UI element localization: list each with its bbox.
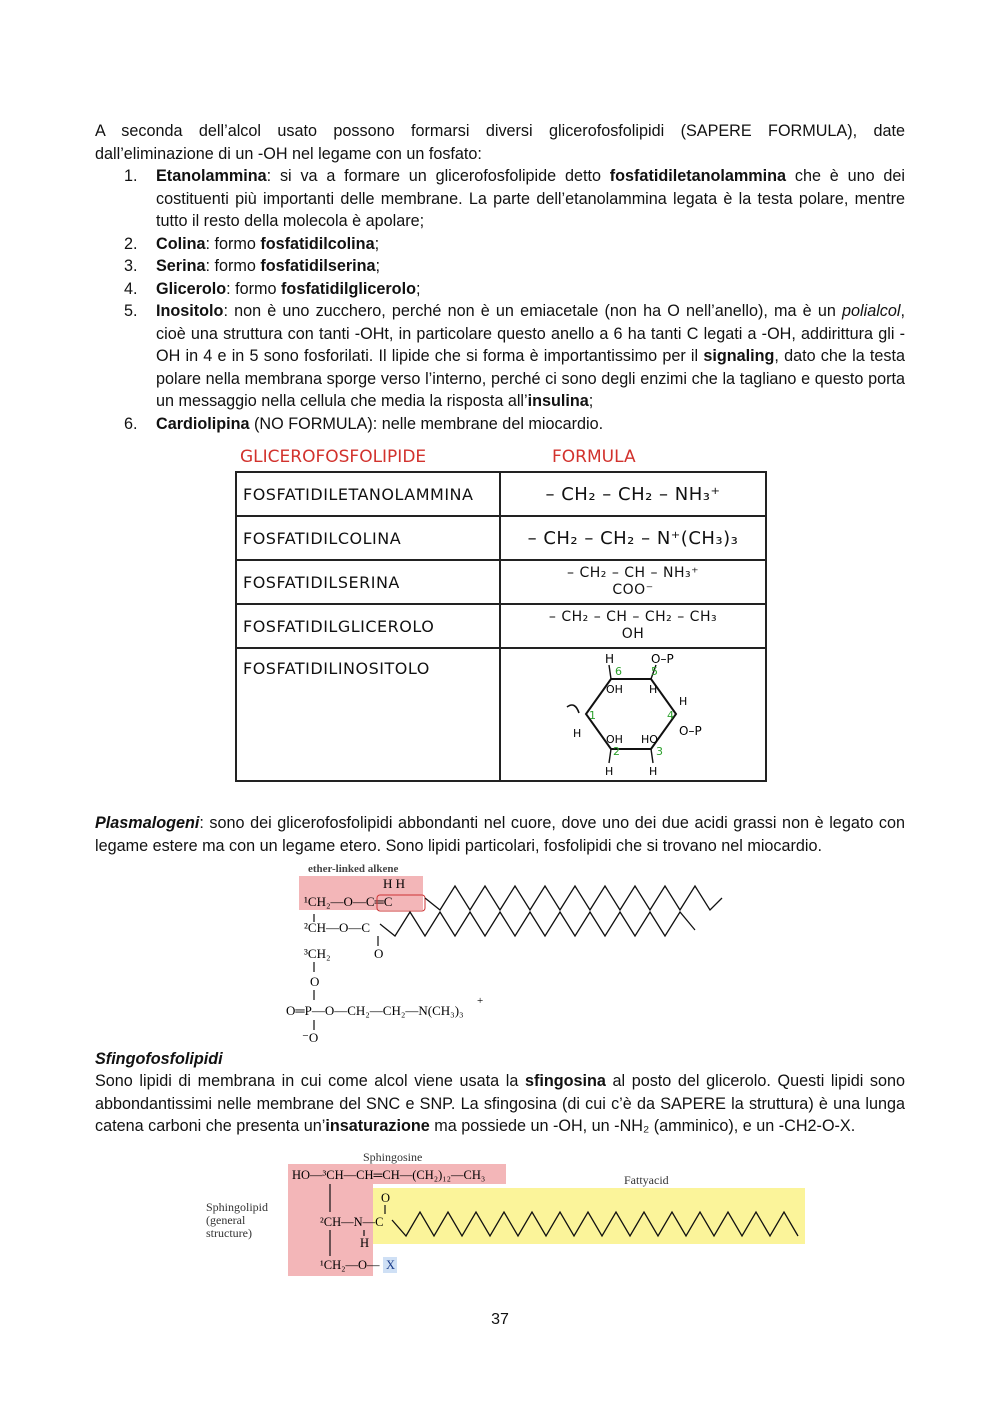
ether-linked-alkene-label: ether-linked alkene [308, 863, 399, 875]
svg-text:H: H [605, 765, 614, 778]
svg-text:H: H [605, 652, 615, 666]
svg-text:X: X [386, 1258, 396, 1272]
sphingo-paragraph: Sono lipidi di membrana in cui come alcol viene usata la sfingosina al posto del glicerolo. Questi lipidi sono abbondantissimi nelle membrane del SNC e SNP. La sfingosina (di cui c’è da SAPERE la struttura) è una lunga catena carboni che presenta un’insaturazione ma possiede un -OH, un -NH₂ (amminico), e un -CH2-O-X. [95, 1072, 906, 1135]
list-item: 5. Inositolo: non è uno zucchero, perché non è un emiacetale (non ha O nell’anello), ma è un polialcol, cioè una struttura con tanti -OHt, in particolare questo anello a 6 ha tanti C legati a -OH, addirittura gli -OH in 4 e in 5 sono fosforilati. Il lipide che si forma è importantissimo per il signaling, dato che la testa polare nella membrana sporge verso l’interno, perché ci sono degli enzimi che la tagliano e questo porta un messaggio nella cellula che media la risposta all’insulina; [124, 302, 905, 410]
list-item: 1. Etanolammina: si va a formare un glicerofosfolipide detto fosfatidiletanolammina che è uno dei costituenti più importanti delle membrane. La parte dell’etanolammina legata è la testa polare, mentre tutto il resto della molecola è apolare; [124, 167, 906, 230]
svg-text:O: O [310, 974, 320, 989]
svg-text:H: H [679, 695, 688, 708]
table-cell-name: FOSFATIDILETANOLAMMINA [236, 472, 500, 516]
svg-text:H: H [573, 727, 582, 740]
inositol-structure-cell [500, 648, 766, 781]
alcohol-list [95, 165, 905, 435]
list-item: 4. Glicerolo: formo fosfatidilglicerolo; [124, 279, 421, 298]
table-row [236, 516, 766, 560]
table-row [236, 648, 766, 781]
svg-text:O: O [381, 1191, 391, 1205]
table-cell-formula: – CH₂ – CH₂ – NH₃⁺ [500, 472, 766, 516]
svg-text:²CH—N—C: ²CH—N—C [320, 1215, 384, 1229]
table-row [236, 560, 766, 604]
svg-text:O–P: O–P [679, 724, 702, 738]
svg-text:H H: H H [383, 876, 406, 891]
svg-text:H: H [649, 765, 658, 778]
table-cell-name: FOSFATIDILCOLINA [236, 516, 500, 560]
sphingosine-label: Sphingosine [363, 1150, 423, 1164]
svg-text:O: O [374, 946, 384, 961]
svg-text:¹CH₂—O—: ¹CH₂—O— [320, 1258, 380, 1272]
plasmalogen-structure-figure [280, 858, 730, 1048]
svg-text:OH: OH [606, 733, 623, 746]
svg-text:5: 5 [651, 665, 658, 678]
svg-text:O═P—O—CH₂—CH₂—N(CH₃)₃: O═P—O—CH₂—CH₂—N(CH₃)₃ [286, 1003, 464, 1018]
table-cell-name: FOSFATIDILINOSITOLO [236, 648, 500, 781]
svg-text:HO—³CH—CH═CH—(CH₂)₁₂—CH₃: HO—³CH—CH═CH—(CH₂)₁₂—CH₃ [292, 1168, 486, 1182]
plasmalogen-paragraph: Plasmalogeni: sono dei glicerofosfolipidi abbondanti nel cuore, dove uno dei due acidi grassi non è legato con legame estere ma con un legame etero. Sono lipidi particolari, fosfolipidi che si trovano nel miocardio. [95, 814, 905, 855]
table-cell-formula: – CH₂ – CH – CH₂ – CH₃ OH [500, 604, 766, 648]
section-title-sfingofosfolipidi: Sfingofosfolipidi [95, 1050, 223, 1068]
table-cell-name: FOSFATIDILGLICEROLO [236, 604, 500, 648]
svg-text:¹CH₂—O—C═C: ¹CH₂—O—C═C [304, 894, 393, 909]
svg-text:1: 1 [589, 709, 596, 722]
list-item: 3. Serina: formo fosfatidilserina; [124, 257, 381, 275]
svg-text:O–P: O–P [651, 652, 674, 666]
svg-text:OH: OH [606, 683, 623, 696]
page-number: 37 [491, 1311, 509, 1328]
table-header-right: FORMULA [552, 447, 636, 467]
sphingolipid-structure-figure [200, 1148, 810, 1278]
svg-text:⁻O: ⁻O [302, 1030, 319, 1045]
svg-text:2: 2 [613, 745, 620, 758]
list-item: 6. Cardiolipina (NO FORMULA): nelle membrane del miocardio. [124, 414, 604, 433]
table-cell-formula: – CH₂ – CH₂ – N⁺(CH₃)₃ [500, 516, 766, 560]
svg-text:H: H [360, 1236, 370, 1250]
inositol-ring-diagram [501, 649, 765, 780]
svg-text:6: 6 [615, 665, 622, 678]
glycerophospholipid-table [235, 471, 767, 782]
svg-text:3: 3 [656, 745, 663, 758]
table-row [236, 472, 766, 516]
table-header-left: GLICEROFOSFOLIPIDE [240, 447, 427, 467]
svg-text:HO: HO [641, 733, 658, 746]
table-row [236, 604, 766, 648]
svg-text:+: + [477, 995, 484, 1007]
table-cell-name: FOSFATIDILSERINA [236, 560, 500, 604]
table-cell-formula: – CH₂ – CH – NH₃⁺ COO⁻ [500, 560, 766, 604]
sphingolipid-label: Sphingolipid (general structure) [206, 1200, 269, 1240]
svg-text:4: 4 [667, 709, 674, 722]
svg-text:²CH—O—C: ²CH—O—C [304, 920, 371, 935]
list-item: 2. Colina: formo fosfatidilcolina; [124, 234, 380, 253]
fattyacid-label: Fattyacid [624, 1173, 669, 1187]
intro-paragraph: A seconda dell’alcol usato possono formarsi diversi glicerofosfolipidi (SAPERE FORMULA), date dall’eliminazione di un -OH nel legame con un fosfato: [95, 122, 905, 163]
svg-text:H: H [649, 683, 658, 696]
svg-text:³CH₂: ³CH₂ [304, 946, 331, 961]
